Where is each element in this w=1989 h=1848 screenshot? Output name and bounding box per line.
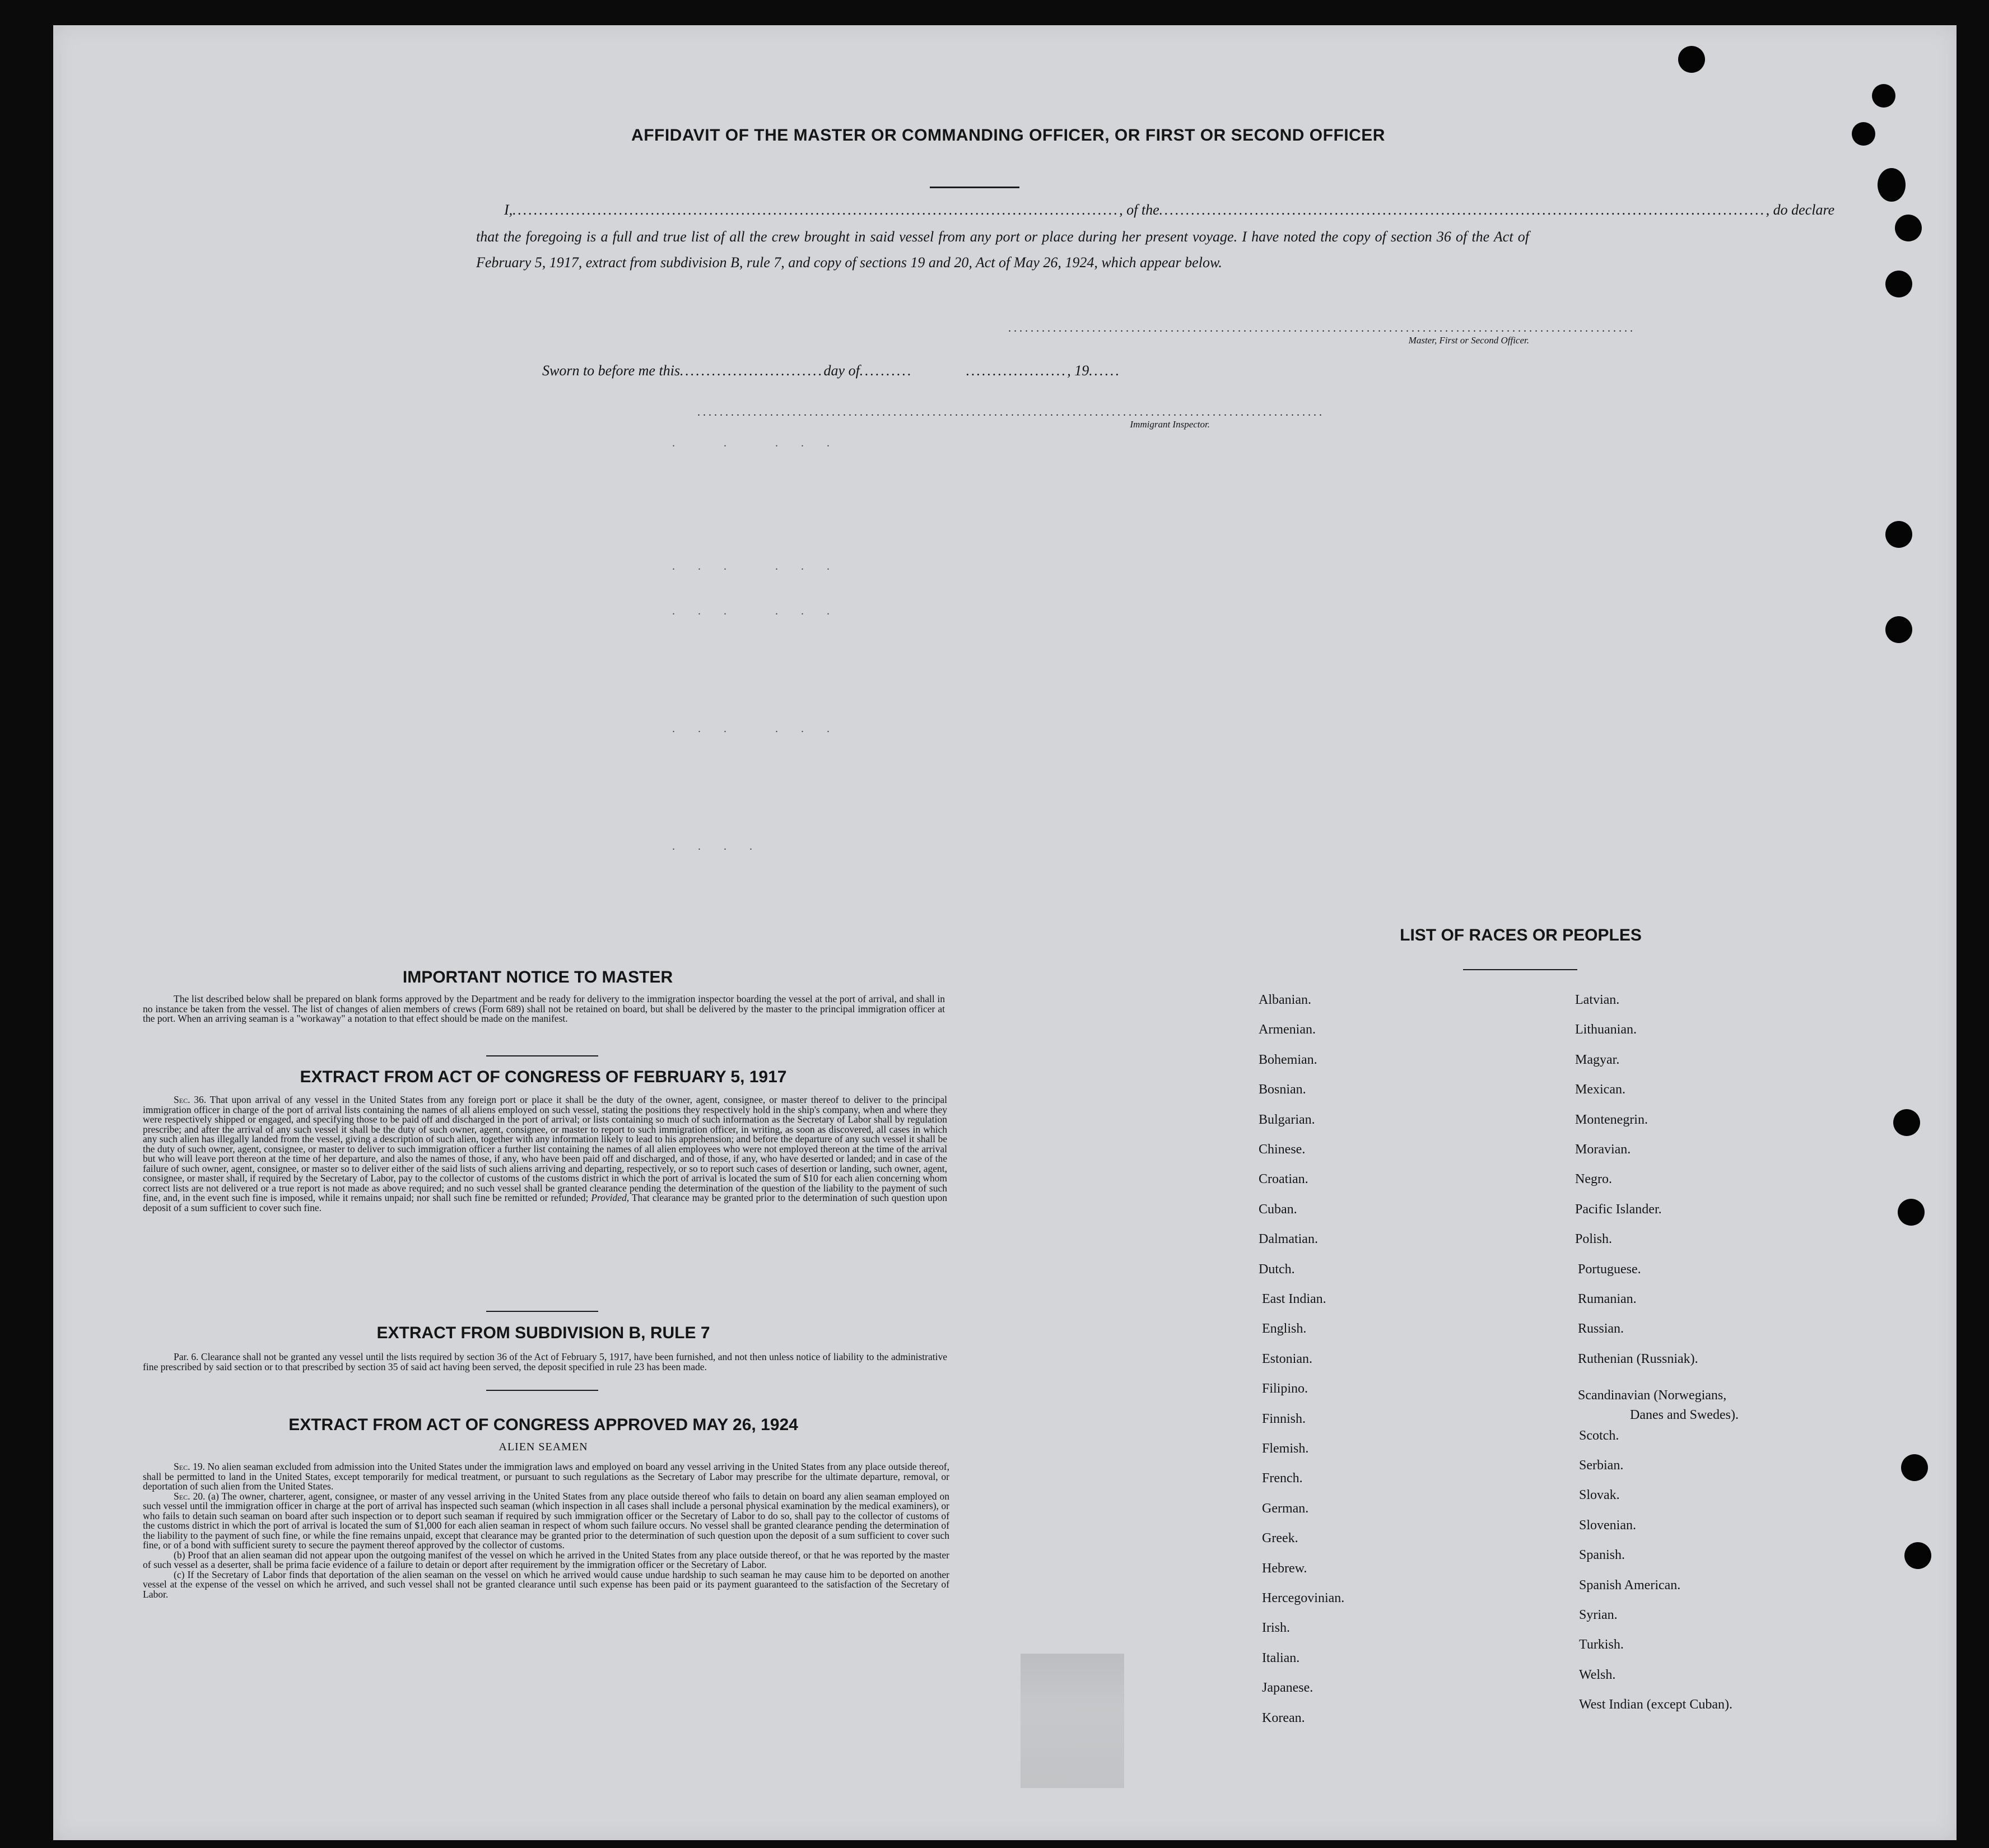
race-item: Bosnian. xyxy=(1259,1082,1306,1097)
race-item: Slovenian. xyxy=(1579,1517,1636,1533)
month-blank[interactable]: .......... ................... xyxy=(859,362,1068,379)
sec-20a-text: (a) The owner, charterer, agent, consignee, or master of any vessel arriving in the United States from any place outside thereof who fails to detain on board any alien seaman employed on such vessel until the immigration officer in charge at the port of arrival has inspected such seaman (which inspection in all cases shall include a personal physical examination by the medical examiners), or who fails to detain such seaman on board after such inspection or to deport such seaman if required by such immigration officer or the Secretary of Labor to do so, shall pay to the collector of customs of the customs district in which the port of arrival is located the sum of $1,000 for each alien seaman in respect of whom such failure occurs. No vessel shall be granted clearance pending the determination of the liability to the payment of such fine, or while the fine remains unpaid, except that clearance may be granted prior to the determination of such question upon the deposit of a sum sufficient to cover such fine, or of a bond with sufficient surety to secure the payment thereof approved by the collector of customs. xyxy=(143,1490,949,1551)
race-item: English. xyxy=(1262,1321,1307,1337)
speck-row: . . . . . . xyxy=(672,723,840,735)
race-item: Dutch. xyxy=(1259,1262,1295,1277)
sworn-text: Sworn to before me this xyxy=(542,362,681,379)
race-item: Polish. xyxy=(1575,1232,1613,1247)
proviso-text: That clearance may be granted prior to the determination of such question upon deposit of a sum sufficient to cover such fine. xyxy=(143,1192,947,1213)
race-item: Slovak. xyxy=(1579,1488,1620,1503)
race-item: Negro. xyxy=(1575,1172,1612,1187)
race-item: Rumanian. xyxy=(1578,1292,1637,1306)
master-signature-blank[interactable]: ................................................................................................................ xyxy=(1008,322,1636,334)
act-1924-text xyxy=(143,1462,949,1599)
race-item: Portuguese. xyxy=(1578,1262,1641,1277)
sworn-line xyxy=(542,362,1121,379)
punch-hole xyxy=(1852,122,1875,146)
race-item: Korean. xyxy=(1262,1710,1305,1725)
act-1924-title: EXTRACT FROM ACT OF CONGRESS APPROVED MAY 26, 1924 xyxy=(288,1416,798,1434)
punch-hole xyxy=(1885,616,1912,643)
alien-seamen-subtitle: ALIEN SEAMEN xyxy=(499,1441,588,1453)
race-item: Flemish. xyxy=(1262,1441,1309,1456)
day-of-text: day of xyxy=(823,362,860,379)
race-item: Ruthenian (Russniak). xyxy=(1578,1351,1698,1366)
rule-7-paragraph: Par. 6. Clearance shall not be granted any vessel until the lists required by section 36 of the Act of February 5, 1917, have been furnished, and not then unless notice of liability to the administrative fine prescribed by said section or to that prescribed by section 35 of said act having been served, the deposit specified in rule 23 has been made. xyxy=(143,1351,947,1372)
speck-row: . . . . . . xyxy=(672,560,840,572)
race-item: Albanian. xyxy=(1259,993,1311,1007)
notice-paragraph: The list described below shall be prepared on blank forms approved by the Department and be ready for delivery to the immigration inspector boarding the vessel at the port of arrival, and shall in no instance be taken from the vessel. The list of changes of alien members of crews (Form 689) shall not be retained on board, but shall be delivered by the master to the principal immigration officer at the port. When an arriving seaman is a "workaway" a notation to that effect should be made on the manifest. xyxy=(143,993,945,1024)
race-item: French. xyxy=(1262,1471,1303,1486)
race-item: Lithuanian. xyxy=(1575,1022,1637,1037)
race-item: Scotch. xyxy=(1579,1428,1619,1443)
affidavit-title: AFFIDAVIT OF THE MASTER OR COMMANDING OFFICER, OR FIRST OR SECOND OFFICER xyxy=(631,126,1385,145)
inspector-signature-blank[interactable]: ................................................................................................................ xyxy=(697,406,1325,418)
declaration-i: I, xyxy=(504,202,513,218)
race-item: Bulgarian. xyxy=(1259,1112,1315,1127)
punch-hole xyxy=(1904,1542,1931,1569)
title-rule xyxy=(930,187,1019,188)
punch-hole xyxy=(1885,271,1912,297)
race-item: Danes and Swedes). xyxy=(1630,1408,1739,1423)
race-item: Russian. xyxy=(1578,1321,1624,1337)
notice-title: IMPORTANT NOTICE TO MASTER xyxy=(402,968,673,986)
race-item: West Indian (except Cuban). xyxy=(1579,1697,1732,1712)
punch-hole xyxy=(1898,1199,1925,1226)
race-item: Latvian. xyxy=(1575,993,1620,1007)
race-item: Mexican. xyxy=(1575,1082,1625,1097)
notice-text xyxy=(143,994,945,1024)
races-title: LIST OF RACES OR PEOPLES xyxy=(1400,926,1642,944)
race-item: Irish. xyxy=(1262,1621,1290,1636)
section-rule xyxy=(486,1311,598,1312)
race-item: Welsh. xyxy=(1579,1667,1616,1682)
punch-hole xyxy=(1878,168,1906,202)
master-signature-label: Master, First or Second Officer. xyxy=(1408,335,1529,346)
vessel-blank[interactable]: .................................................................................................................. xyxy=(1159,202,1766,218)
act-1917-text xyxy=(143,1095,947,1213)
sec-36-text: That upon arrival of any vessel in the United States from any foreign port or place it shall be the duty of the owner, agent, consignee, or master thereof to deliver to the principal immigration officer in charge of the port of arrival lists containing the names of all aliens employed on such vessel, stating the positions they respectively hold in the ship's company, when and where they were respectively shipped or engaged, and specifying those to be paid off and discharged in the port of arrival; or lists containing so much of such information as the Secretary of Labor shall by regulation prescribe; and after the arrival of any such vessel it shall be the duty of such owner, agent, consignee, or master to report to such immigration officer, in writing, as soon as discovered, all cases in which any such alien has illegally landed from the vessel, giving a description of such alien, together with any information likely to lead to his apprehension; and before the departure of any such vessel it shall be the duty of such owner, agent, consignee, or master to deliver to such immigration officer a further list containing the names of all alien employees who were not employed thereon at the time of the arrival but who will leave port thereon at the time of her departure, and also the names of those, if any, who have been paid off and discharged, and of those, if any, who have deserted or landed; and in case of the failure of such owner, agent, consignee, or master so to deliver either of the said lists of such aliens arriving and departing, respectively, or so to report such cases of desertion or landing, such owner, agent, consignee, or master shall, if required by the Secretary of Labor, pay to the collector of customs of the customs district in which the port of arrival is located the sum of $10 for each alien concerning whom correct lists are not delivered or a true report is not made as above required; and no such vessel shall be granted clearance pending the determination of the question of the liability to the payment of such fine, and, in the event such fine is imposed, while it remains unpaid; nor shall such fine be remitted or refunded; xyxy=(143,1094,947,1203)
punch-hole xyxy=(1678,46,1705,73)
races-title-rule xyxy=(1463,969,1577,970)
race-item: Greek. xyxy=(1262,1531,1298,1546)
race-item: Bohemian. xyxy=(1259,1052,1317,1067)
year-prefix: , 19 xyxy=(1067,362,1089,379)
punch-hole xyxy=(1895,215,1922,241)
race-item: Croatian. xyxy=(1259,1172,1308,1187)
punch-hole xyxy=(1901,1454,1928,1481)
race-item: Spanish American. xyxy=(1579,1577,1681,1593)
rule-7-text xyxy=(143,1352,947,1372)
declaration-end: , do declare xyxy=(1766,202,1835,218)
speck-row: . . . . . xyxy=(672,437,840,449)
race-item: Serbian. xyxy=(1579,1458,1624,1473)
sec-20c-text: (c) If the Secretary of Labor finds that deportation of the alien seaman on the vessel on which he arrived would cause undue hardship to such seaman he may cause him to be deported on another vessel at the expense of the vessel on which he arrived, and such vessel shall not be granted clearance until such expense has been paid or its payment guaranteed to the satisfaction of the Secretary of Labor. xyxy=(143,1568,949,1600)
punch-hole xyxy=(1872,84,1895,108)
race-item: Montenegrin. xyxy=(1575,1112,1648,1127)
race-item: Pacific Islander. xyxy=(1575,1202,1662,1217)
stamp-smudge xyxy=(1021,1654,1124,1788)
sec-20b-text: (b) Proof that an alien seaman did not appear upon the outgoing manifest of the vessel on which he arrived in the United States from any place outside thereof, or that he was reported by the master of such vessel as a deserter, shall be prima facie evidence of a failure to detain or deport after requirement by the immigration officer or the Secretary of Labor. xyxy=(143,1549,949,1570)
race-item: Japanese. xyxy=(1262,1681,1313,1696)
inspector-signature-label: Immigrant Inspector. xyxy=(1130,419,1210,430)
punch-hole xyxy=(1893,1109,1920,1136)
sec-19-label: Sec. 19. xyxy=(174,1461,205,1472)
race-item: Syrian. xyxy=(1579,1608,1618,1622)
speck-row: . . . . xyxy=(672,840,762,853)
speck-row: . . . . . . xyxy=(672,605,840,617)
race-item: Chinese. xyxy=(1259,1142,1306,1157)
race-item: Estonian. xyxy=(1262,1351,1312,1366)
act-1917-title: EXTRACT FROM ACT OF CONGRESS OF FEBRUARY 5, 1917 xyxy=(300,1068,787,1086)
rule-7-title: EXTRACT FROM SUBDIVISION B, RULE 7 xyxy=(376,1324,710,1342)
race-item: Italian. xyxy=(1262,1650,1300,1665)
race-item: Magyar. xyxy=(1575,1052,1620,1067)
sec-19-text: No alien seaman excluded from admission into the United States under the immigration laws and employed on board any vessel arriving in the United States from any place outside thereof, shall be permitted to land in the United States, except temporarily for medical treatment, or pursuant to such regulations as the Secretary of Labor may prescribe for the ultimate departure, removal, or deportation of such alien from the United States. xyxy=(143,1461,949,1492)
race-item: Turkish. xyxy=(1579,1637,1624,1653)
race-item: Scandinavian (Norwegians, xyxy=(1578,1388,1727,1403)
declaration-body: that the foregoing is a full and true list of all the crew brought in said vessel from any port or place during her present voyage. I have noted the copy of section 36 of the Act of February 5, 1917, extract from subdivision B, rule 7, and copy of sections 19 and 20, Act of May 26, 1924, which appear below. xyxy=(476,229,1529,271)
day-blank[interactable]: ........................... xyxy=(680,362,824,379)
race-item: Cuban. xyxy=(1259,1202,1297,1217)
race-item: Filipino. xyxy=(1262,1381,1308,1397)
sec-20-label: Sec. 20. xyxy=(174,1490,206,1502)
race-item: Hercegovinian. xyxy=(1262,1591,1345,1605)
race-item: German. xyxy=(1262,1501,1309,1516)
punch-hole xyxy=(1885,521,1912,548)
race-item: Hebrew. xyxy=(1262,1561,1307,1576)
race-item: Moravian. xyxy=(1575,1142,1631,1157)
declaration-of-the: , of the xyxy=(1119,202,1159,218)
declaration-line xyxy=(504,202,1835,218)
race-item: Dalmatian. xyxy=(1259,1232,1318,1247)
race-item: Armenian. xyxy=(1259,1022,1316,1037)
race-item: Spanish. xyxy=(1579,1548,1625,1563)
race-item: Finnish. xyxy=(1262,1411,1306,1426)
section-rule xyxy=(486,1055,598,1056)
race-item: East Indian. xyxy=(1262,1292,1326,1306)
section-rule xyxy=(486,1390,598,1391)
name-blank[interactable]: .................................................................................................................. xyxy=(513,202,1120,218)
year-blank[interactable]: ...... xyxy=(1089,362,1121,379)
proviso-label: Provided, xyxy=(591,1192,630,1203)
sec-36-label: Sec. 36. xyxy=(174,1094,207,1105)
